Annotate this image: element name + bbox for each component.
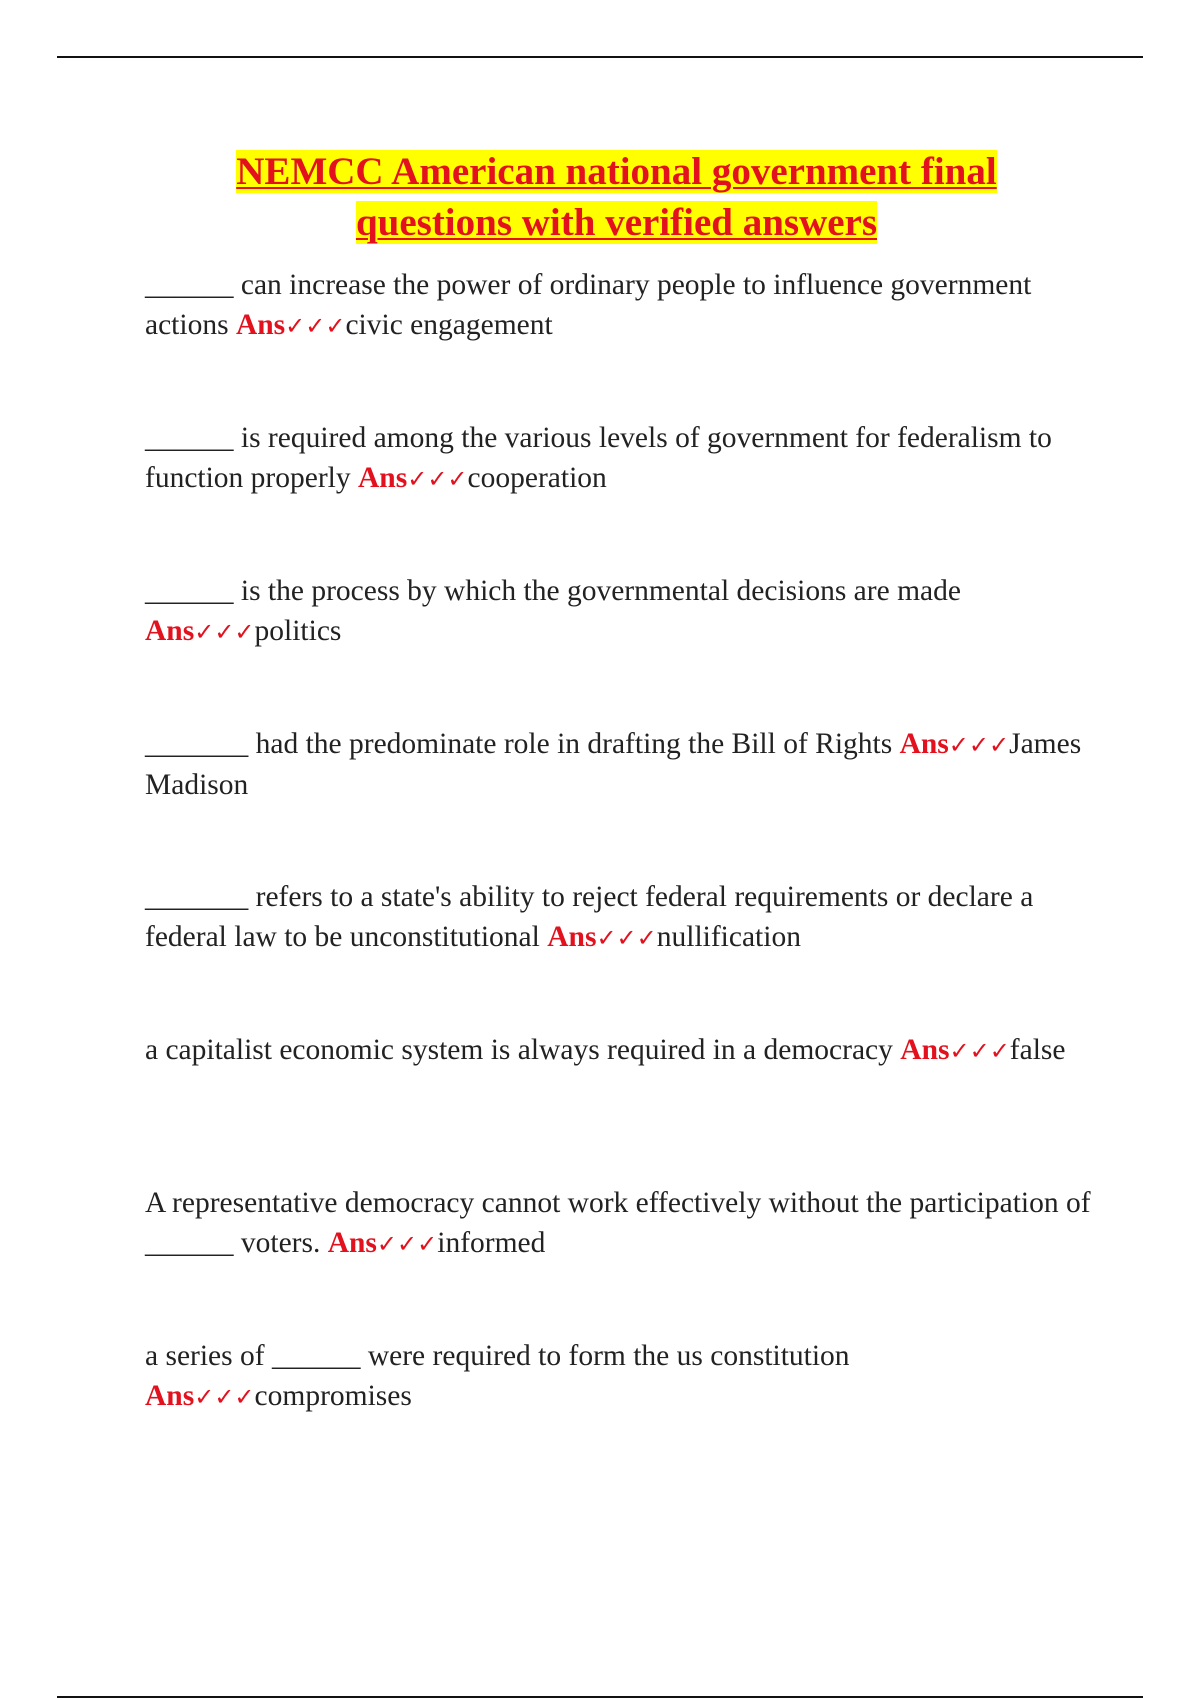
qa-item-3 — [145, 571, 1095, 652]
qa-item-5 — [145, 877, 1095, 958]
qa-item-2 — [145, 418, 1095, 499]
ans-label: Ans — [145, 615, 195, 647]
header-rule — [57, 56, 1143, 58]
question-text: _______ refers to a state's ability to reject federal requirements or declare a federal law to be unconstitutional — [145, 881, 1034, 953]
qa-item-4 — [145, 724, 1095, 805]
ans-label: Ans — [235, 309, 286, 341]
title-line-2: questions with verified answers — [355, 201, 878, 244]
answer-text: compromises — [254, 1380, 412, 1412]
checkmark-icon: ✓✓✓ — [194, 618, 255, 646]
qa-item-8 — [145, 1336, 1095, 1417]
question-text: _______ had the predominate role in drafting the Bill of Rights — [145, 728, 900, 760]
document-title — [0, 146, 1200, 248]
question-text: a series of ______ were required to form the us constitution — [145, 1340, 850, 1372]
ans-label: Ans — [900, 1034, 950, 1066]
answer-text: cooperation — [467, 462, 607, 494]
question-text: ______ is required among the various levels of government for federalism to function properly — [145, 422, 1052, 494]
ans-label: Ans — [899, 728, 949, 760]
checkmark-icon: ✓✓✓ — [407, 465, 468, 493]
ans-label: Ans — [358, 462, 408, 494]
checkmark-icon: ✓✓✓ — [194, 1383, 255, 1411]
ans-label: Ans — [145, 1380, 195, 1412]
question-text: a capitalist economic system is always required in a democracy — [145, 1034, 901, 1066]
checkmark-icon: ✓✓✓ — [596, 924, 657, 952]
checkmark-icon: ✓✓✓ — [285, 312, 346, 340]
answer-text: nullification — [656, 921, 801, 953]
checkmark-icon: ✓✓✓ — [376, 1230, 438, 1258]
qa-item-7 — [145, 1183, 1095, 1264]
checkmark-icon: ✓✓✓ — [949, 1037, 1010, 1065]
question-text: ______ is the process by which the governmental decisions are made — [145, 575, 961, 607]
answer-text: politics — [254, 615, 342, 647]
footer-rule — [57, 1696, 1143, 1698]
answer-text: false — [1009, 1034, 1066, 1066]
question-text: A representative democracy cannot work effectively without the participation of ______ voters. — [145, 1187, 1091, 1259]
question-text: ______ can increase the power of ordinary people to influence government actions — [145, 269, 1032, 341]
answer-text: James Madison — [145, 728, 1082, 801]
answer-text: informed — [437, 1227, 546, 1259]
qa-item-6 — [145, 1030, 1095, 1071]
ans-label: Ans — [327, 1227, 377, 1259]
checkmark-icon: ✓✓✓ — [948, 731, 1010, 759]
answer-text: civic engagement — [345, 309, 553, 341]
ans-label: Ans — [547, 921, 597, 953]
title-line-1: NEMCC American national government final — [236, 150, 997, 193]
qa-item-1 — [145, 265, 1095, 346]
